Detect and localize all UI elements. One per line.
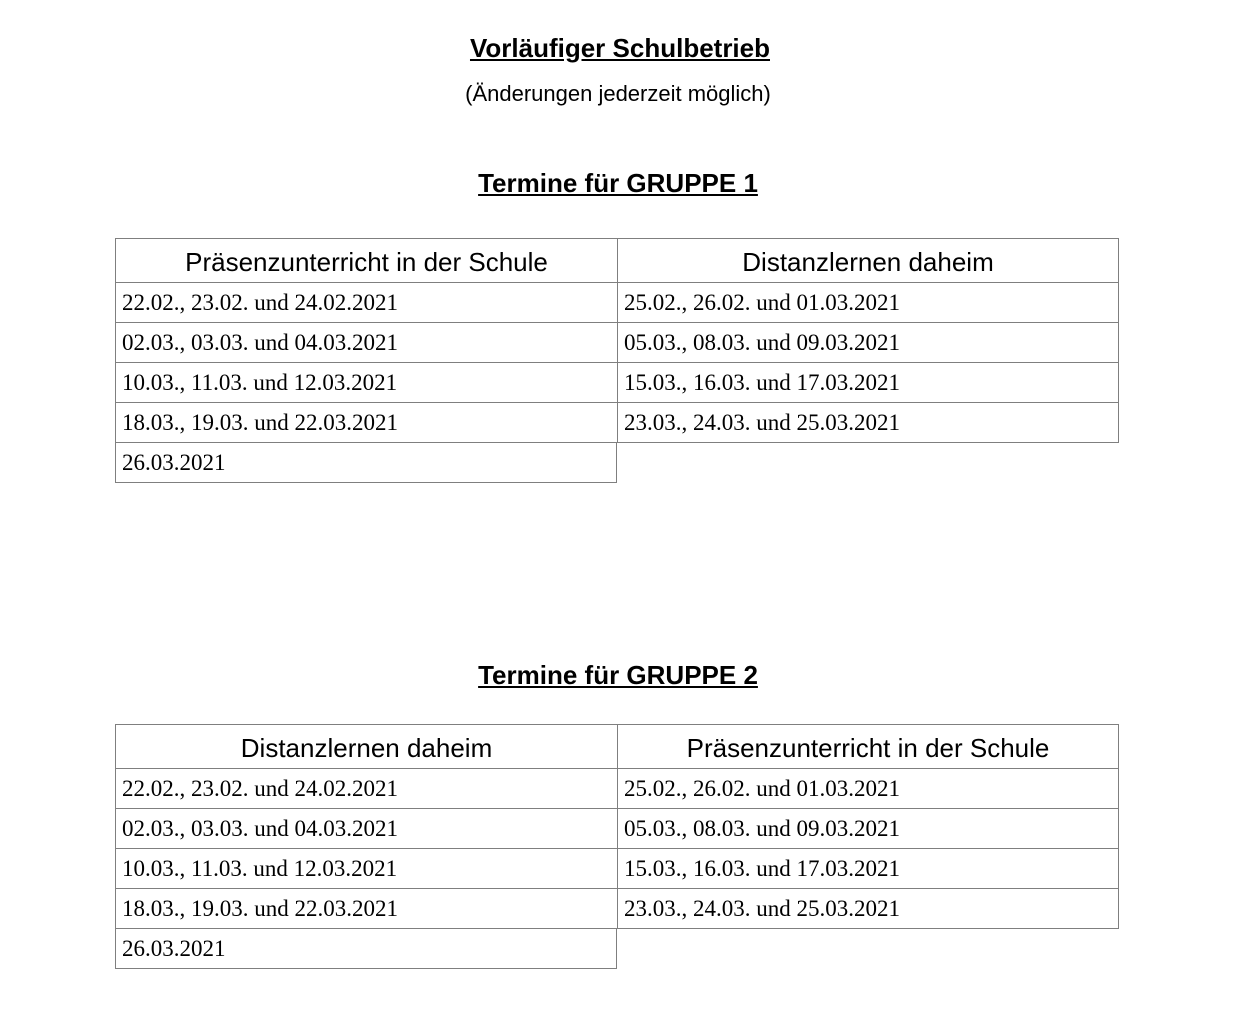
- table-cell: 10.03., 11.03. und 12.03.2021: [115, 363, 617, 403]
- group2-heading: Termine für GRUPPE 2: [478, 660, 758, 690]
- table-row: [115, 889, 1119, 929]
- document-subtitle: (Änderungen jederzeit möglich): [465, 81, 771, 106]
- table-header-row: [115, 724, 1119, 769]
- table-cell: 23.03., 24.03. und 25.03.2021: [617, 889, 1119, 929]
- table-row: [115, 443, 1119, 483]
- column-header-distance: Distanzlernen daheim: [617, 238, 1119, 283]
- column-header-presence: Präsenzunterricht in der Schule: [115, 238, 617, 283]
- table-row: [115, 809, 1119, 849]
- table-row: [115, 403, 1119, 443]
- table-row: [115, 849, 1119, 889]
- group1-heading: Termine für GRUPPE 1: [478, 168, 758, 198]
- table-cell: 22.02., 23.02. und 24.02.2021: [115, 283, 617, 323]
- group1-schedule-table: [115, 238, 1119, 483]
- table-row: [115, 769, 1119, 809]
- table-cell: 26.03.2021: [115, 929, 617, 969]
- table-cell: 22.02., 23.02. und 24.02.2021: [115, 769, 617, 809]
- table-cell: 18.03., 19.03. und 22.03.2021: [115, 403, 617, 443]
- document-title: Vorläufiger Schulbetrieb: [469, 33, 770, 63]
- table-cell: 18.03., 19.03. und 22.03.2021: [115, 889, 617, 929]
- table-cell: 25.02., 26.02. und 01.03.2021: [617, 769, 1119, 809]
- table-row: [115, 323, 1119, 363]
- table-cell: 10.03., 11.03. und 12.03.2021: [115, 849, 617, 889]
- table-cell-empty: [617, 443, 1119, 483]
- column-header-presence: Präsenzunterricht in der Schule: [617, 724, 1119, 769]
- table-cell: 15.03., 16.03. und 17.03.2021: [617, 849, 1119, 889]
- table-row: [115, 363, 1119, 403]
- column-header-distance: Distanzlernen daheim: [115, 724, 617, 769]
- table-row: [115, 283, 1119, 323]
- table-cell: 05.03., 08.03. und 09.03.2021: [617, 323, 1119, 363]
- table-cell: 23.03., 24.03. und 25.03.2021: [617, 403, 1119, 443]
- table-cell: 02.03., 03.03. und 04.03.2021: [115, 809, 617, 849]
- table-cell: 25.02., 26.02. und 01.03.2021: [617, 283, 1119, 323]
- table-cell: 26.03.2021: [115, 443, 617, 483]
- table-row: [115, 929, 1119, 969]
- group2-schedule-table: [115, 724, 1119, 969]
- table-cell: 05.03., 08.03. und 09.03.2021: [617, 809, 1119, 849]
- table-cell: 02.03., 03.03. und 04.03.2021: [115, 323, 617, 363]
- table-cell-empty: [617, 929, 1119, 969]
- table-header-row: [115, 238, 1119, 283]
- table-cell: 15.03., 16.03. und 17.03.2021: [617, 363, 1119, 403]
